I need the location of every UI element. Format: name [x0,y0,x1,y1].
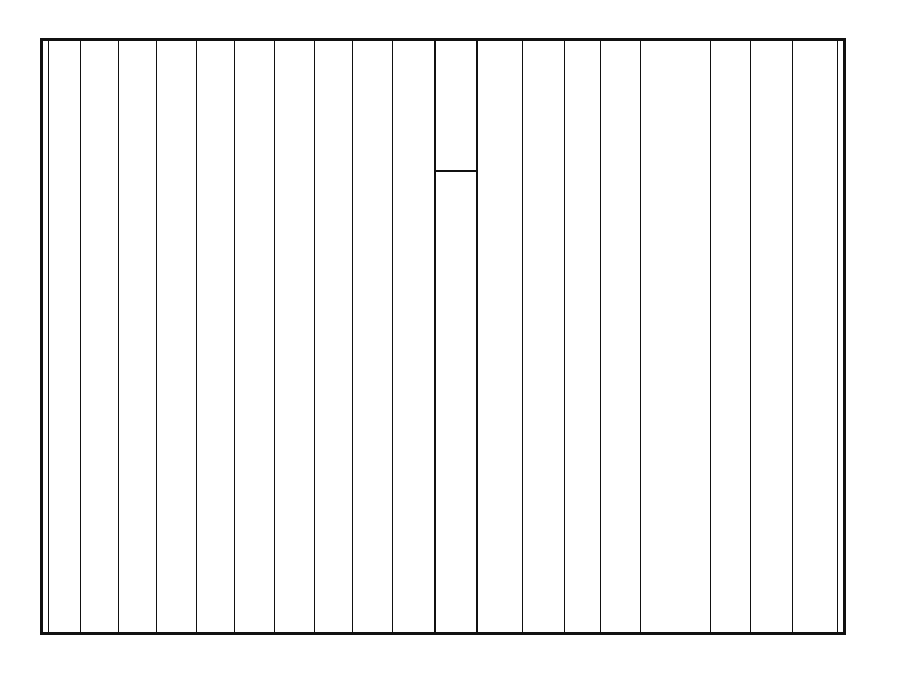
center-fold-rule-right [476,41,478,632]
column-rule [564,41,565,632]
column-rule [392,41,393,632]
frame-bottom-rule [40,632,846,635]
column-rule [640,41,641,632]
column-rule [156,41,157,632]
column-rule [750,41,751,632]
column-rule [118,41,119,632]
fish-tail-line [436,170,476,172]
column-rule [522,41,523,632]
column-rule [234,41,235,632]
column-rule [196,41,197,632]
column-rule [314,41,315,632]
frame-left-rule [40,38,43,635]
column-rule [80,41,81,632]
frame-top-rule [40,38,846,41]
frame-inner-right-rule [837,41,838,632]
frame-inner-left-rule [48,41,49,632]
center-fold-rule-left [434,41,436,632]
column-rule [600,41,601,632]
column-rule [352,41,353,632]
frame-right-rule [843,38,846,635]
column-rule [274,41,275,632]
column-rule [710,41,711,632]
column-rule [792,41,793,632]
